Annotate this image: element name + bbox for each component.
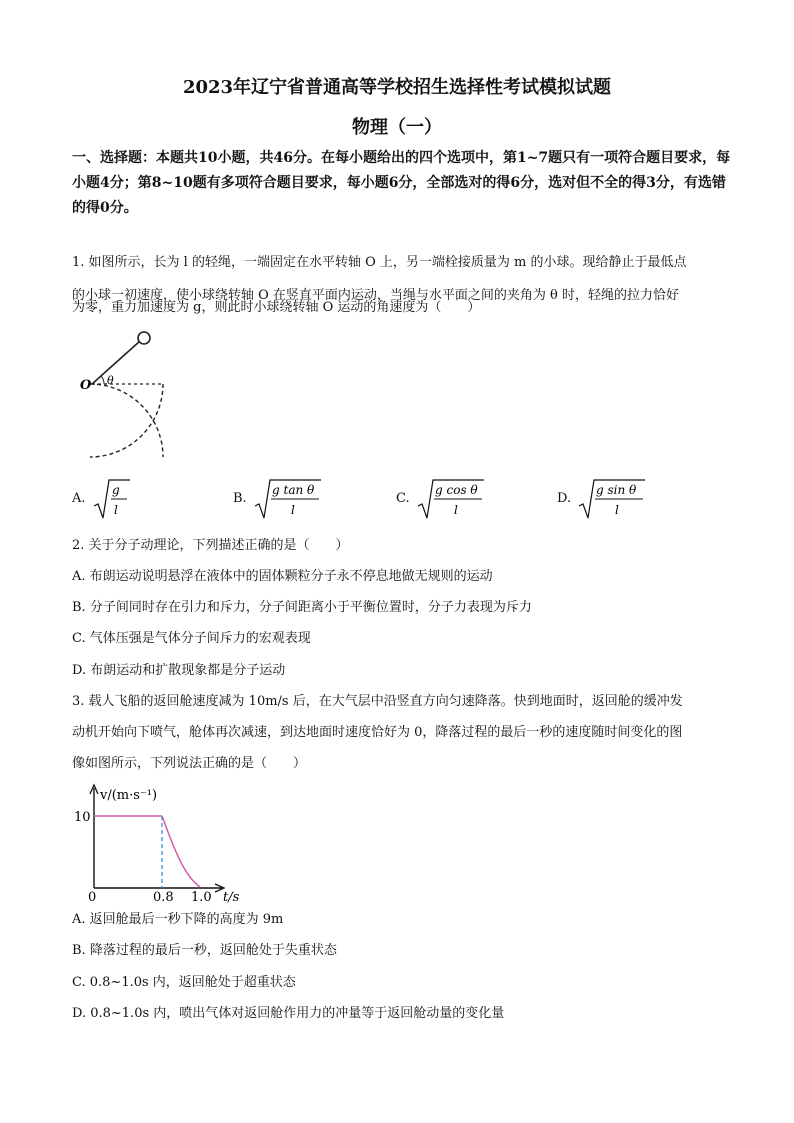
q1-angle-label: θ (107, 374, 114, 387)
q3-origin-label: 0 (88, 890, 97, 904)
q3-option-d: D. 0.8~1.0s 内，喷出气体对返回舱作用力的冲量等于返回舱动量的变化量 (72, 1006, 505, 1021)
q1-stem-line1: 1. 如图所示，长为 l 的轻绳，一端固定在水平转轴 O 上，另一端栓接质量为 m 的小球。现给静止于最低点 (72, 255, 687, 270)
q1-pendulum-figure (72, 326, 182, 461)
q1-option-c-label: C. (396, 491, 410, 506)
q1-option-b-num: g tan θ (272, 483, 315, 497)
q1-option-a-formula (92, 476, 132, 522)
q1-circle-path-bottom (90, 384, 163, 457)
q3-option-b: B. 降落过程的最后一秒，返回舱处于失重状态 (72, 943, 337, 958)
q3-option-a: A. 返回舱最后一秒下降的高度为 9m (72, 912, 284, 927)
q1-option-c-den: l (454, 503, 458, 517)
q2-stem: 2. 关于分子动理论，下列描述正确的是（ ） (72, 538, 349, 553)
q1-circle-path-right (90, 384, 163, 457)
q3-option-c: C. 0.8~1.0s 内，返回舱处于超重状态 (72, 975, 296, 990)
q1-pivot-label: O (80, 378, 92, 393)
q3-stem-line3: 像如图所示，下列说法正确的是（ ） (72, 756, 307, 771)
q2-option-d: D. 布朗运动和扩散现象都是分子运动 (72, 663, 286, 678)
q3-stem-line1: 3. 载人飞船的返回舱速度减为 10m/s 后，在大气层中沿竖直方向匀速降落。快到地面时，返回舱的缓冲发 (72, 694, 683, 709)
q1-angle-arc (101, 376, 104, 384)
q1-option-b-formula (253, 476, 325, 522)
q2-option-b: B. 分子间同时存在引力和斥力，分子间距离小于平衡位置时，分子力表现为斥力 (72, 600, 532, 615)
q1-option-d-den: l (615, 503, 619, 517)
q2-option-c: C. 气体压强是气体分子间斥力的宏观表现 (72, 631, 311, 646)
q1-ball (138, 332, 150, 344)
q3-y-tick: 10 (74, 810, 91, 825)
q3-x-tick-1: 0.8 (153, 890, 174, 904)
q1-option-b-den: l (291, 503, 295, 517)
exam-subtitle: 物理（一） (352, 117, 442, 138)
q3-deceleration-curve (162, 816, 200, 887)
q1-option-d-formula (577, 476, 649, 522)
q2-option-a: A. 布朗运动说明悬浮在液体中的固体颗粒分子永不停息地做无规则的运动 (72, 569, 493, 584)
q1-option-d-num: g sin θ (596, 483, 637, 497)
q1-option-a-label: A. (72, 491, 86, 506)
q3-y-axis-label: v/(m·s⁻¹) (100, 788, 158, 803)
q1-stem-line3: 为零，重力加速度为 g，则此时小球绕转轴 O 运动的角速度为（ ） (72, 300, 481, 315)
q1-option-b-label: B. (233, 491, 247, 506)
q1-stem-line2: 的小球一初速度，使小球绕转轴 O 在竖直平面内运动，当绳与水平面之间的夹角为 θ 时，轻绳的拉力恰好 (72, 288, 680, 303)
q1-option-c-num: g cos θ (435, 483, 478, 497)
q1-option-d-label: D. (557, 491, 572, 506)
q3-x-tick-2: 1.0 (191, 890, 212, 904)
q1-rope (92, 341, 140, 384)
section-heading: 一、选择题：本题共10小题，共46分。在每小题给出的四个选项中，第1~7题只有一项符合题目要求，每小题4分；第8~10题有多项符合题目要求，每小题6分，全部选对的得6分，选对但不全的得3分，有选错的得0分。 (72, 150, 731, 216)
q1-option-a-num: g (112, 483, 120, 497)
q3-vt-graph (72, 782, 262, 904)
exam-title: 2023年辽宁省普通高等学校招生选择性考试模拟试题 (182, 77, 612, 98)
q3-x-axis-label: t/s (223, 890, 240, 904)
q3-stem-line2: 动机开始向下喷气，舱体再次减速，到达地面时速度恰好为 0，降落过程的最后一秒的速度随时间变化的图 (72, 725, 683, 740)
q1-option-c-formula (416, 476, 488, 522)
q1-option-a-den: l (114, 503, 118, 517)
